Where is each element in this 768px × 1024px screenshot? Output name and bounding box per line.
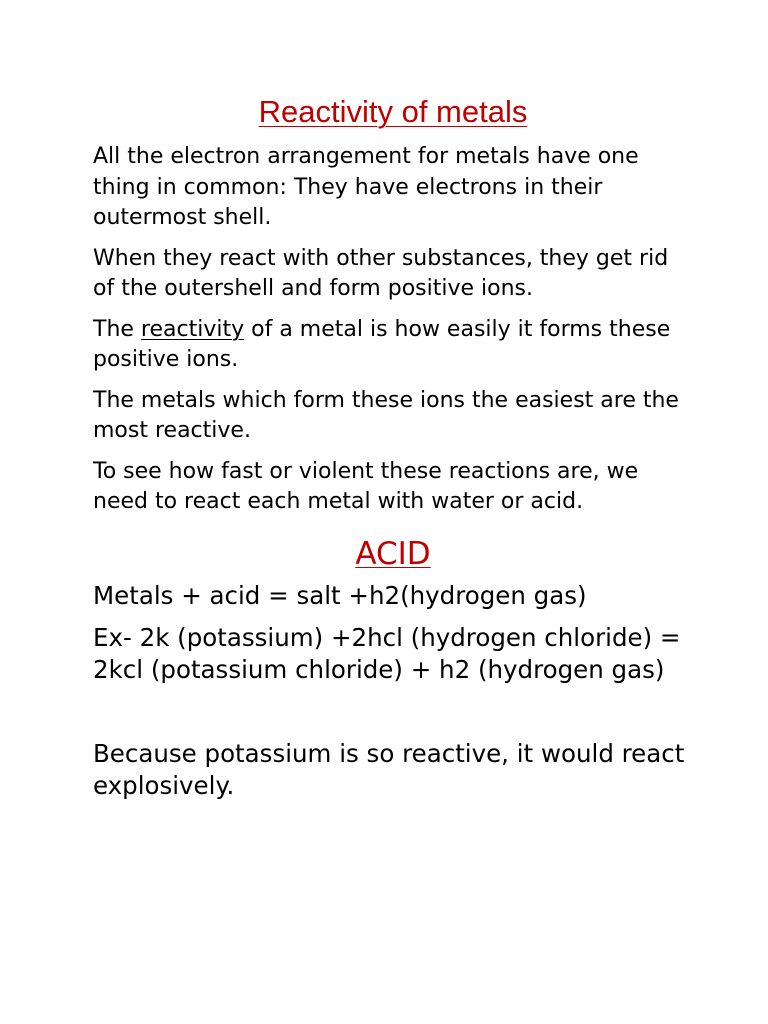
reactivity-prefix: The [93, 316, 141, 342]
blank-line [93, 696, 693, 738]
paragraph-water-or-acid: To see how fast or violent these reactions are, we need to react each metal with water or acid. [93, 458, 639, 514]
paragraph-electron-arrangement: All the electron arrangement for metals have one thing in common: They have electrons in their outermost shell. [93, 144, 639, 230]
paragraph-reactivity-definition [93, 315, 693, 376]
document-title: Reactivity of metals [258, 94, 528, 129]
acid-conclusion: Because potassium is so reactive, it would react explosively. [93, 738, 685, 800]
document-page [93, 92, 693, 812]
acid-heading: ACID [355, 535, 431, 572]
acid-example: Ex- 2k (potassium) +2hcl (hydrogen chloride) = 2kcl (potassium chloride) + h2 (hydrogen gas) [93, 622, 681, 684]
reactivity-term: reactivity [140, 316, 245, 342]
acid-equation: Metals + acid = salt +h2(hydrogen gas) [93, 580, 587, 610]
reactivity-suffix: of a metal is how easily it forms these positive ions. [93, 316, 671, 372]
paragraph-most-reactive: The metals which form these ions the easiest are the most reactive. [93, 387, 679, 443]
paragraph-positive-ions: When they react with other substances, they get rid of the outershell and form positive ions. [93, 245, 669, 301]
